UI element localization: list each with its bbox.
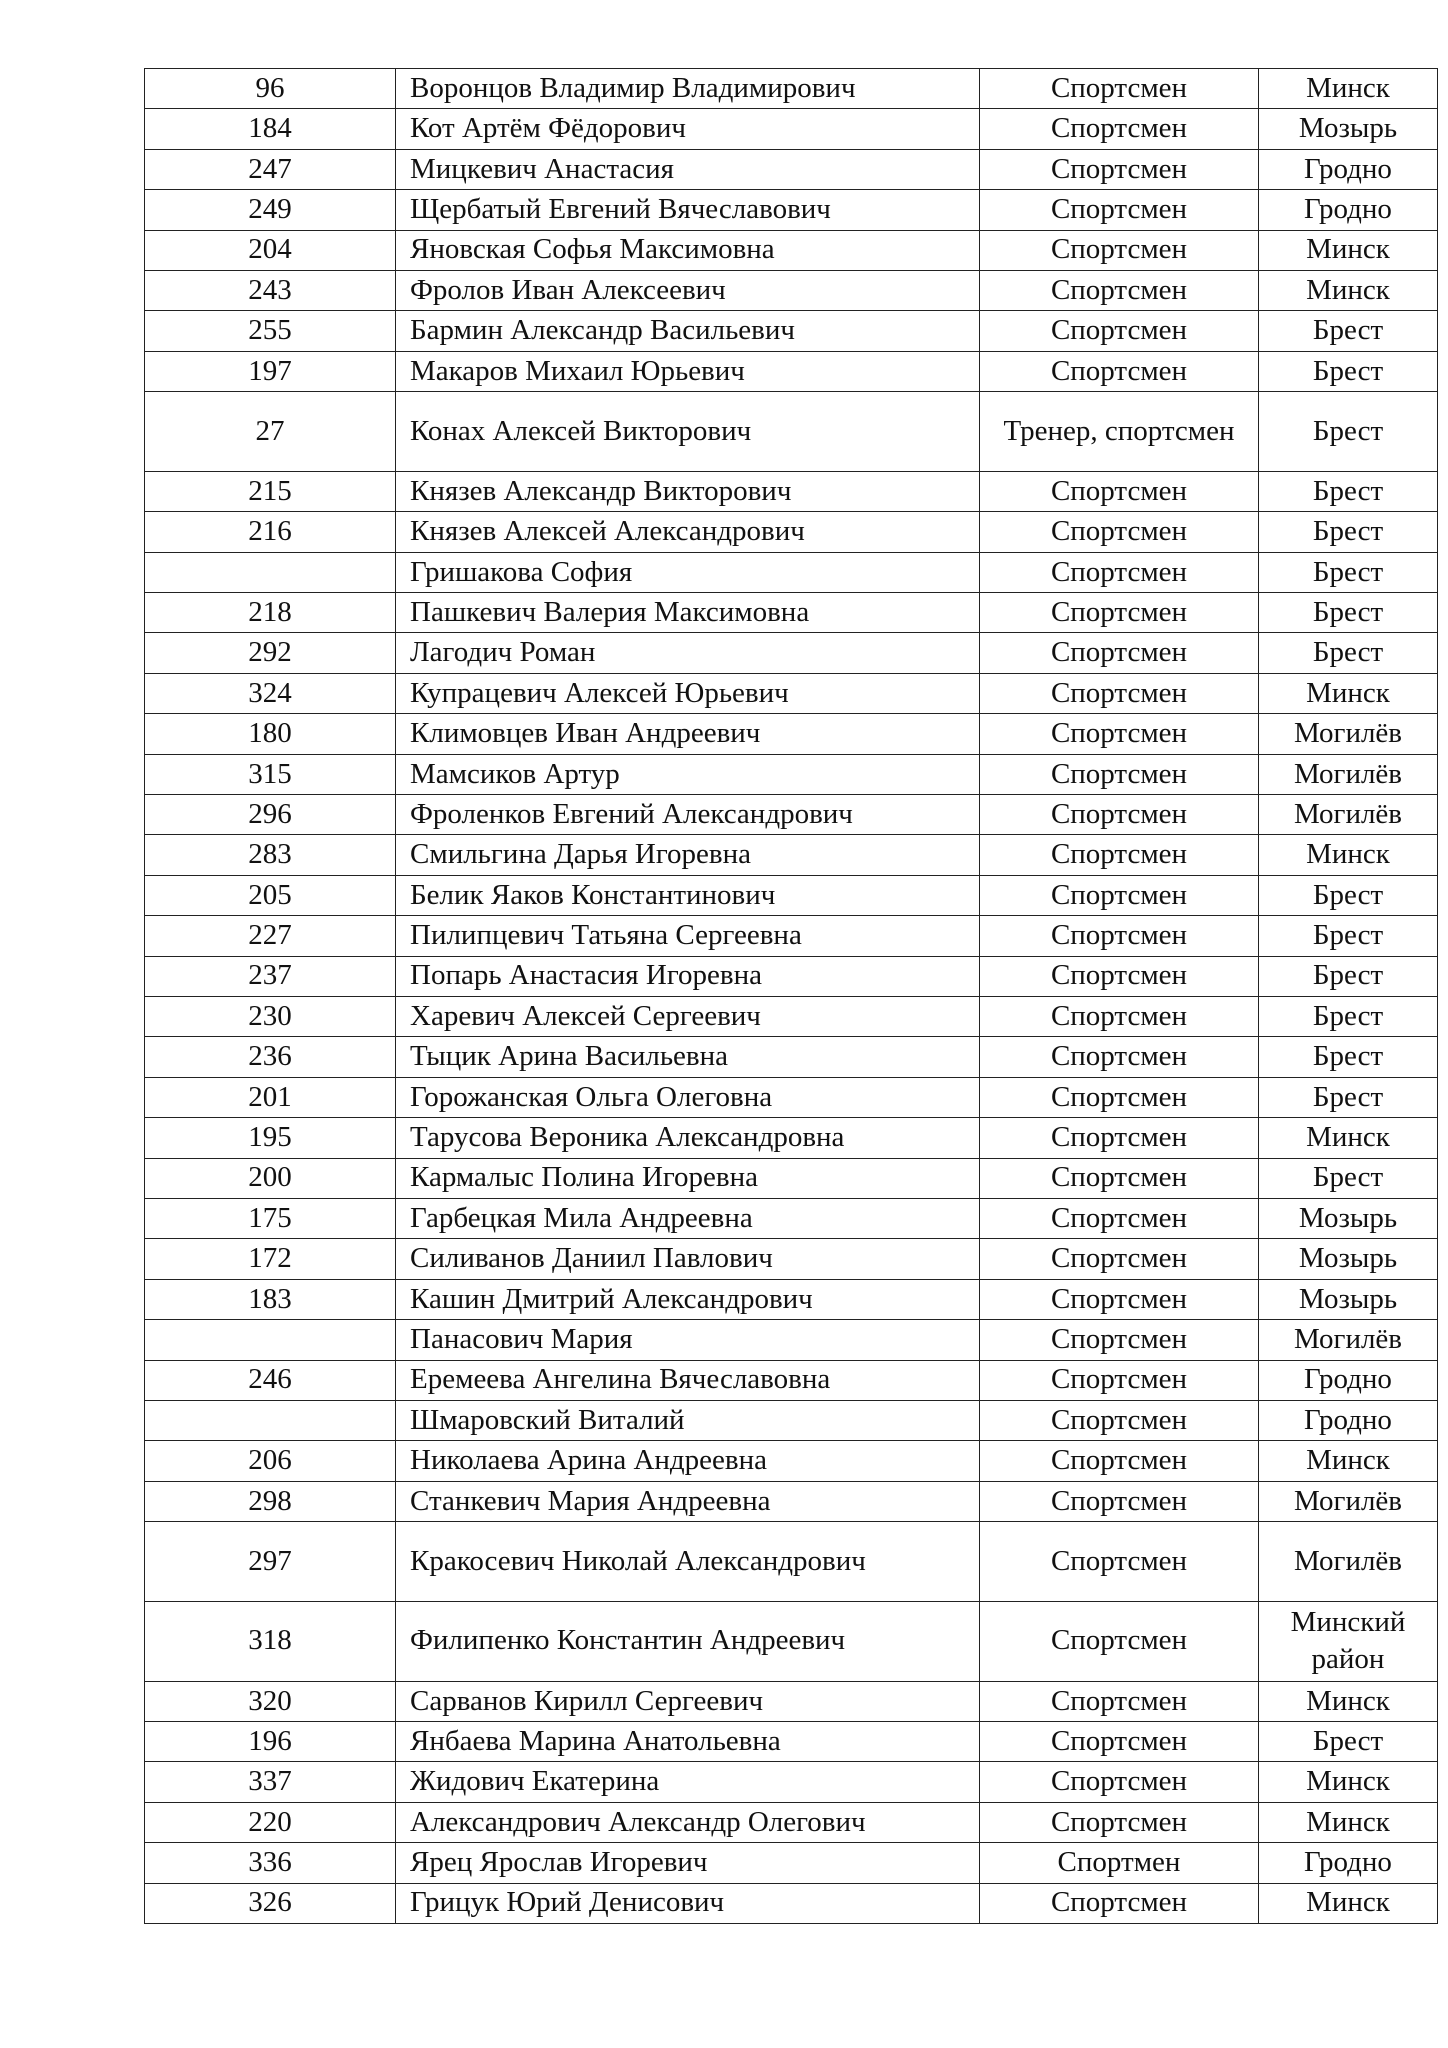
participant-city-cell: Брест: [1259, 1037, 1438, 1077]
participant-number-cell: 230: [145, 997, 396, 1037]
participant-city-cell: Брест: [1259, 552, 1438, 592]
participant-role-cell: Спортсмен: [980, 1681, 1259, 1721]
participant-city-cell: Брест: [1259, 392, 1438, 472]
participant-city-cell: Минск: [1259, 1883, 1438, 1923]
table-row: [145, 351, 1438, 391]
participant-name-cell: Ярец Ярослав Игоревич: [396, 1843, 980, 1883]
table-row: [145, 835, 1438, 875]
table-row: [145, 795, 1438, 835]
participant-city-cell: Минск: [1259, 673, 1438, 713]
participant-city-cell: Могилёв: [1259, 1320, 1438, 1360]
participant-number-cell: 315: [145, 754, 396, 794]
participant-name-cell: Янбаева Марина Анатольевна: [396, 1722, 980, 1762]
table-row: [145, 1158, 1438, 1198]
participant-name-cell: Фроленков Евгений Александрович: [396, 795, 980, 835]
participant-number-cell: 172: [145, 1239, 396, 1279]
participant-name-cell: Мицкевич Анастасия: [396, 149, 980, 189]
table-row: [145, 149, 1438, 189]
participant-number-cell: 283: [145, 835, 396, 875]
table-row: [145, 1883, 1438, 1923]
participant-number-cell: 326: [145, 1883, 396, 1923]
participant-name-cell: Смильгина Дарья Игоревна: [396, 835, 980, 875]
participant-name-cell: Бармин Александр Васильевич: [396, 311, 980, 351]
table-row: [145, 270, 1438, 310]
participant-number-cell: 246: [145, 1360, 396, 1400]
table-row: [145, 1279, 1438, 1319]
participant-number-cell: 96: [145, 69, 396, 109]
participant-name-cell: Попарь Анастасия Игоревна: [396, 956, 980, 996]
participant-number-cell: [145, 552, 396, 592]
participant-number-cell: 216: [145, 512, 396, 552]
table-row: [145, 230, 1438, 270]
table-row: [145, 1522, 1438, 1602]
participant-name-cell: Князев Александр Викторович: [396, 471, 980, 511]
participant-name-cell: Еремеева Ангелина Вячеславовна: [396, 1360, 980, 1400]
participant-role-cell: Спортсмен: [980, 956, 1259, 996]
participant-city-cell: Брест: [1259, 916, 1438, 956]
participant-role-cell: Спортсмен: [980, 754, 1259, 794]
participant-name-cell: Лагодич Роман: [396, 633, 980, 673]
participant-name-cell: Гришакова София: [396, 552, 980, 592]
participant-name-cell: Макаров Михаил Юрьевич: [396, 351, 980, 391]
participant-role-cell: Спортсмен: [980, 1279, 1259, 1319]
table-row: [145, 552, 1438, 592]
participant-city-cell: Брест: [1259, 471, 1438, 511]
participant-role-cell: Спортсмен: [980, 916, 1259, 956]
participant-role-cell: Спортсмен: [980, 1722, 1259, 1762]
participant-role-cell: Спортсмен: [980, 633, 1259, 673]
participant-city-cell: Гродно: [1259, 149, 1438, 189]
participant-city-cell: Мозырь: [1259, 109, 1438, 149]
table-row: [145, 1077, 1438, 1117]
table-row: [145, 1843, 1438, 1883]
participant-role-cell: Спортсмен: [980, 1802, 1259, 1842]
participant-city-cell: Минск: [1259, 230, 1438, 270]
participant-city-cell: Минский район: [1259, 1601, 1438, 1681]
participant-city-cell: Брест: [1259, 956, 1438, 996]
participant-role-cell: Спортсмен: [980, 1158, 1259, 1198]
participant-number-cell: 183: [145, 1279, 396, 1319]
participant-city-cell: Могилёв: [1259, 754, 1438, 794]
participant-name-cell: Филипенко Константин Андреевич: [396, 1601, 980, 1681]
participant-number-cell: 205: [145, 875, 396, 915]
participant-name-cell: Фролов Иван Алексеевич: [396, 270, 980, 310]
participant-number-cell: 200: [145, 1158, 396, 1198]
participant-city-cell: Мозырь: [1259, 1279, 1438, 1319]
participant-number-cell: 204: [145, 230, 396, 270]
table-row: [145, 1198, 1438, 1238]
participant-role-cell: Спортсмен: [980, 1441, 1259, 1481]
participant-name-cell: Панасович Мария: [396, 1320, 980, 1360]
participant-city-cell: Минск: [1259, 1441, 1438, 1481]
participant-city-cell: Гродно: [1259, 190, 1438, 230]
table-row: [145, 1239, 1438, 1279]
participant-name-cell: Воронцов Владимир Владимирович: [396, 69, 980, 109]
table-row: [145, 754, 1438, 794]
table-row: [145, 1118, 1438, 1158]
participant-city-cell: Брест: [1259, 633, 1438, 673]
participant-role-cell: Спортмен: [980, 1843, 1259, 1883]
participant-number-cell: 320: [145, 1681, 396, 1721]
table-row: [145, 1320, 1438, 1360]
participant-role-cell: Спортсмен: [980, 997, 1259, 1037]
table-row: [145, 997, 1438, 1037]
participant-number-cell: 298: [145, 1481, 396, 1521]
participant-city-cell: Брест: [1259, 593, 1438, 633]
participant-role-cell: Спортсмен: [980, 69, 1259, 109]
participant-city-cell: Брест: [1259, 351, 1438, 391]
participant-number-cell: 297: [145, 1522, 396, 1602]
table-row: [145, 69, 1438, 109]
table-row: [145, 1037, 1438, 1077]
participant-name-cell: Кашин Дмитрий Александрович: [396, 1279, 980, 1319]
participant-city-cell: Брест: [1259, 875, 1438, 915]
participant-number-cell: 318: [145, 1601, 396, 1681]
participant-name-cell: Гарбецкая Мила Андреевна: [396, 1198, 980, 1238]
participant-city-cell: Брест: [1259, 1722, 1438, 1762]
participant-name-cell: Пилипцевич Татьяна Сергеевна: [396, 916, 980, 956]
participant-number-cell: 184: [145, 109, 396, 149]
table-row: [145, 1400, 1438, 1440]
participant-number-cell: 247: [145, 149, 396, 189]
participant-city-cell: Брест: [1259, 997, 1438, 1037]
participant-role-cell: Спортсмен: [980, 270, 1259, 310]
participant-name-cell: Тарусова Вероника Александровна: [396, 1118, 980, 1158]
participant-role-cell: Спортсмен: [980, 190, 1259, 230]
participant-name-cell: Станкевич Мария Андреевна: [396, 1481, 980, 1521]
participant-role-cell: Спортсмен: [980, 1883, 1259, 1923]
table-row: [145, 1441, 1438, 1481]
table-row: [145, 673, 1438, 713]
participant-role-cell: Спортсмен: [980, 512, 1259, 552]
table-row: [145, 956, 1438, 996]
participant-role-cell: Спортсмен: [980, 1239, 1259, 1279]
participant-number-cell: 197: [145, 351, 396, 391]
participant-number-cell: [145, 1400, 396, 1440]
participant-number-cell: 336: [145, 1843, 396, 1883]
table-row: [145, 1762, 1438, 1802]
participant-name-cell: Сарванов Кирилл Сергеевич: [396, 1681, 980, 1721]
participant-role-cell: Спортсмен: [980, 1481, 1259, 1521]
participant-number-cell: 180: [145, 714, 396, 754]
participant-name-cell: Кот Артём Фёдорович: [396, 109, 980, 149]
participant-number-cell: 296: [145, 795, 396, 835]
table-row: [145, 1601, 1438, 1681]
table-row: [145, 633, 1438, 673]
participant-name-cell: Жидович Екатерина: [396, 1762, 980, 1802]
participant-city-cell: Минск: [1259, 1762, 1438, 1802]
participant-name-cell: Харевич Алексей Сергеевич: [396, 997, 980, 1037]
participant-city-cell: Минск: [1259, 1802, 1438, 1842]
participant-role-cell: Спортсмен: [980, 714, 1259, 754]
table-row: [145, 593, 1438, 633]
table-row: [145, 512, 1438, 552]
participant-name-cell: Тыцик Арина Васильевна: [396, 1037, 980, 1077]
participant-role-cell: Спортсмен: [980, 1522, 1259, 1602]
participant-city-cell: Могилёв: [1259, 1522, 1438, 1602]
table-row: [145, 311, 1438, 351]
participant-number-cell: 206: [145, 1441, 396, 1481]
participant-number-cell: 243: [145, 270, 396, 310]
participant-role-cell: Тренер, спортсмен: [980, 392, 1259, 472]
participants-table: [144, 68, 1438, 1924]
participant-role-cell: Спортсмен: [980, 471, 1259, 511]
participant-role-cell: Спортсмен: [980, 311, 1259, 351]
participant-city-cell: Брест: [1259, 1077, 1438, 1117]
participant-name-cell: Климовцев Иван Андреевич: [396, 714, 980, 754]
table-row: [145, 109, 1438, 149]
table-row: [145, 1360, 1438, 1400]
table-row: [145, 1722, 1438, 1762]
participant-name-cell: Шмаровский Виталий: [396, 1400, 980, 1440]
participant-name-cell: Николаева Арина Андреевна: [396, 1441, 980, 1481]
table-row: [145, 471, 1438, 511]
participant-number-cell: 215: [145, 471, 396, 511]
participant-name-cell: Щербатый Евгений Вячеславович: [396, 190, 980, 230]
participant-name-cell: Яновская Софья Максимовна: [396, 230, 980, 270]
participant-number-cell: 175: [145, 1198, 396, 1238]
participant-role-cell: Спортсмен: [980, 230, 1259, 270]
participant-number-cell: 218: [145, 593, 396, 633]
participant-name-cell: Пашкевич Валерия Максимовна: [396, 593, 980, 633]
participant-city-cell: Гродно: [1259, 1400, 1438, 1440]
participant-number-cell: 196: [145, 1722, 396, 1762]
participant-city-cell: Минск: [1259, 69, 1438, 109]
participant-name-cell: Кармалыс Полина Игоревна: [396, 1158, 980, 1198]
participant-city-cell: Мозырь: [1259, 1198, 1438, 1238]
participant-number-cell: [145, 1320, 396, 1360]
participant-city-cell: Минск: [1259, 1118, 1438, 1158]
participant-role-cell: Спортсмен: [980, 1077, 1259, 1117]
participants-table-body: [145, 69, 1438, 1924]
participant-number-cell: 195: [145, 1118, 396, 1158]
participant-role-cell: Спортсмен: [980, 1360, 1259, 1400]
participant-role-cell: Спортсмен: [980, 149, 1259, 189]
participant-city-cell: Минск: [1259, 270, 1438, 310]
participant-city-cell: Могилёв: [1259, 795, 1438, 835]
participant-role-cell: Спортсмен: [980, 351, 1259, 391]
participant-number-cell: 292: [145, 633, 396, 673]
participant-city-cell: Минск: [1259, 1681, 1438, 1721]
participant-city-cell: Брест: [1259, 311, 1438, 351]
participant-number-cell: 237: [145, 956, 396, 996]
participant-city-cell: Гродно: [1259, 1843, 1438, 1883]
participant-role-cell: Спортсмен: [980, 1762, 1259, 1802]
participant-name-cell: Горожанская Ольга Олеговна: [396, 1077, 980, 1117]
participant-name-cell: Конах Алексей Викторович: [396, 392, 980, 472]
table-row: [145, 714, 1438, 754]
participant-role-cell: Спортсмен: [980, 593, 1259, 633]
participant-number-cell: 201: [145, 1077, 396, 1117]
participant-role-cell: Спортсмен: [980, 1198, 1259, 1238]
participant-name-cell: Грицук Юрий Денисович: [396, 1883, 980, 1923]
participant-role-cell: Спортсмен: [980, 552, 1259, 592]
participant-role-cell: Спортсмен: [980, 875, 1259, 915]
participant-role-cell: Спортсмен: [980, 109, 1259, 149]
participant-name-cell: Мамсиков Артур: [396, 754, 980, 794]
participant-role-cell: Спортсмен: [980, 795, 1259, 835]
participant-role-cell: Спортсмен: [980, 1320, 1259, 1360]
participant-name-cell: Александрович Александр Олегович: [396, 1802, 980, 1842]
participant-role-cell: Спортсмен: [980, 1037, 1259, 1077]
table-row: [145, 875, 1438, 915]
participant-city-cell: Минск: [1259, 835, 1438, 875]
participant-role-cell: Спортсмен: [980, 673, 1259, 713]
participant-number-cell: 249: [145, 190, 396, 230]
participant-number-cell: 324: [145, 673, 396, 713]
participant-role-cell: Спортсмен: [980, 1601, 1259, 1681]
participant-city-cell: Мозырь: [1259, 1239, 1438, 1279]
participant-city-cell: Брест: [1259, 1158, 1438, 1198]
table-row: [145, 1681, 1438, 1721]
participant-name-cell: Купрацевич Алексей Юрьевич: [396, 673, 980, 713]
participant-city-cell: Гродно: [1259, 1360, 1438, 1400]
participant-name-cell: Князев Алексей Александрович: [396, 512, 980, 552]
participant-number-cell: 220: [145, 1802, 396, 1842]
table-row: [145, 392, 1438, 472]
table-row: [145, 1802, 1438, 1842]
participant-name-cell: Белик Яаков Константинович: [396, 875, 980, 915]
participant-city-cell: Могилёв: [1259, 1481, 1438, 1521]
participant-number-cell: 255: [145, 311, 396, 351]
table-row: [145, 1481, 1438, 1521]
participant-number-cell: 337: [145, 1762, 396, 1802]
participant-number-cell: 27: [145, 392, 396, 472]
table-row: [145, 190, 1438, 230]
participant-city-cell: Брест: [1259, 512, 1438, 552]
participant-city-cell: Могилёв: [1259, 714, 1438, 754]
participant-name-cell: Кракосевич Николай Александрович: [396, 1522, 980, 1602]
table-row: [145, 916, 1438, 956]
participant-role-cell: Спортсмен: [980, 1118, 1259, 1158]
participant-name-cell: Силиванов Даниил Павлович: [396, 1239, 980, 1279]
participant-number-cell: 236: [145, 1037, 396, 1077]
participant-number-cell: 227: [145, 916, 396, 956]
participant-role-cell: Спортсмен: [980, 1400, 1259, 1440]
participant-role-cell: Спортсмен: [980, 835, 1259, 875]
